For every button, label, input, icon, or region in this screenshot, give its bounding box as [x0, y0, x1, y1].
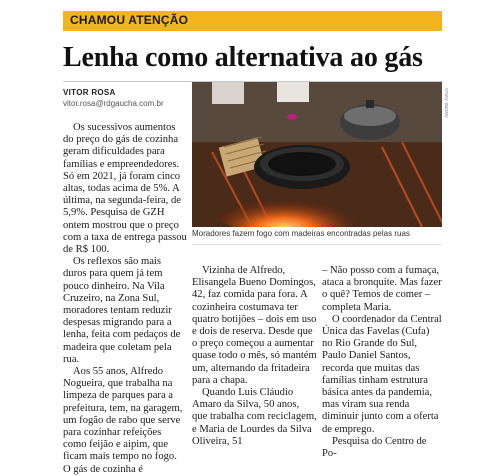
paragraph: Vizinha de Alfredo, Elisangela Bueno Domingos, 42, faz comida para fora. A cozinheira costumava ter quatro botijões – dois em uso e dois de reserva. Desde que o preço começou a aumentar quase todo o mês, só mantém um, alternando da fritadeira para a chapa.: [192, 265, 317, 386]
photo-caption: Moradores fazem fogo com madeiras encontradas pelas ruas: [192, 229, 410, 238]
section-kicker: CHAMOU ATENÇÃO: [70, 13, 189, 27]
photo-illustration: [192, 82, 442, 227]
headline: Lenha como alternativa ao gás: [63, 42, 423, 73]
article-column-3: [322, 265, 442, 460]
caption-rule: [192, 244, 442, 245]
author-name: VITOR ROSA: [63, 88, 116, 97]
paragraph: Pesquisa do Centro de Po-: [322, 435, 427, 460]
paragraph: Os sucessivos aumentos do preço do gás de cozinha geram dificuldades para famílias e empreendedores. Só em 2021, já foram cinco altas, todas acima de 5%. A última, na segunda-feira, de 5,9%. Pesquisa de GZH ontem mostrou que o preço com a taxa de entrega passou de R$ 100.: [63, 122, 187, 256]
section-kicker-bar: [63, 11, 442, 31]
article-column-1: [63, 122, 187, 476]
photo-credit: ANDRÉ ÁVILA: [444, 88, 449, 118]
paragraph: – Não posso com a fumaça, ataca a bronquite. Mas fazer o quê? Temos de comer – completa Maria.: [322, 265, 442, 313]
article-photo: [192, 82, 442, 227]
paragraph: Aos 55 anos, Alfredo Nogueira, que trabalha na limpeza de parques para a prefeitura, tem, na garagem, um fogão de rabo que serve para cozinhar refeições como feijão e aipim, que ficam mais tempo no fogo. O gás de cozinha é: [63, 366, 183, 475]
paragraph: Os reflexos são mais duros para quem já tem pouco dinheiro. Na Vila Cruzeiro, na Zona Sul, moradores tentam reduzir despesas migrando para a lenha, feita com pedaços de madeira que coletam pela rua.: [63, 256, 181, 365]
author-email[interactable]: vitor.rosa@rdgaucha.com.br: [63, 99, 164, 108]
article-column-2: [192, 265, 317, 448]
paragraph: O coordenador da Central Única das Favelas (Cufa) no Rio Grande do Sul, Paulo Daniel Santos, recorda que muitas das famílias tinham estrutura básica antes da pandemia, mas viram sua renda diminuir junto com a oferta de emprego.: [322, 313, 442, 435]
paragraph: Quando Luis Cláudio Amaro da Silva, 50 anos, que trabalha com reciclagem, e Maria de Lourdes da Silva Oliveira, 51: [192, 387, 317, 447]
